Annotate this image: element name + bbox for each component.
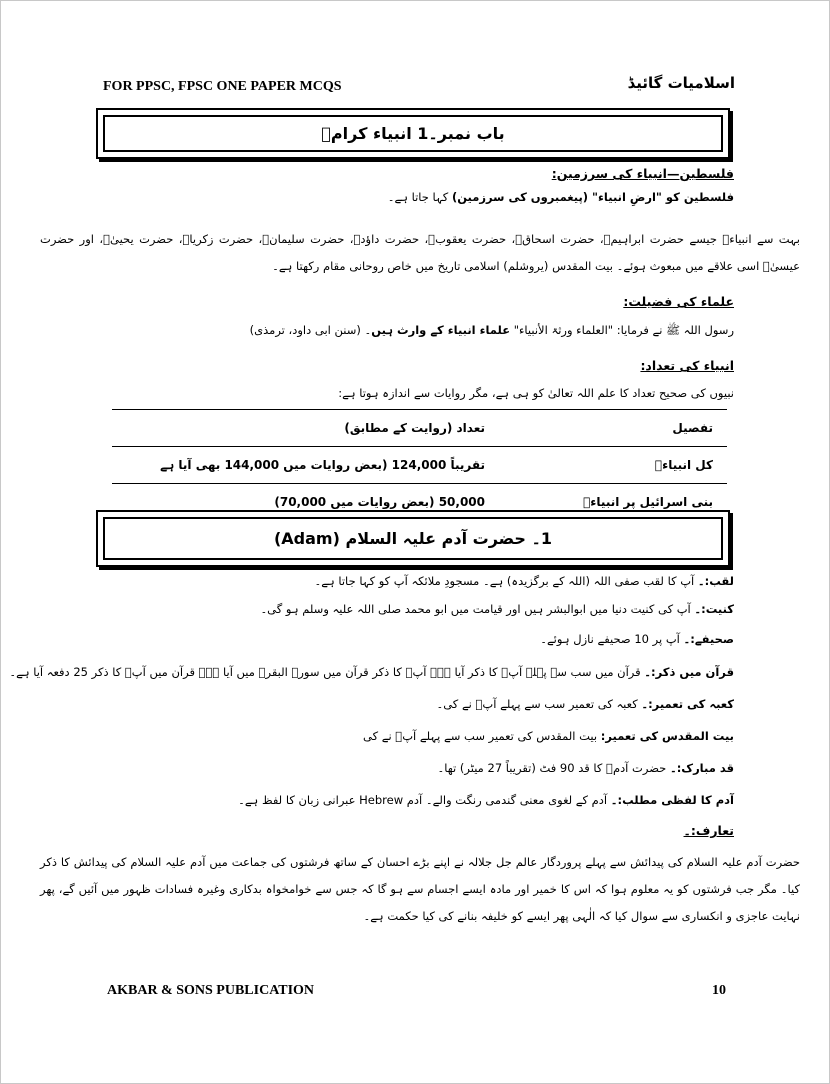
footer-publisher: AKBAR & SONS PUBLICATION	[107, 983, 315, 998]
fact-text: آدم کے لغوی معنی گندمی رنگت والے۔ آدم Hebrew عبرانی زبان کا لفظ ہے۔	[238, 793, 611, 807]
adam-title-box	[96, 510, 730, 567]
header-right: اسلامیات گائیڈ	[627, 74, 735, 92]
fact-text: آپ کی کنیت دنیا میں ابوالبشر ہیں اور قیامت میں ابو محمد صلی اللہ علیہ وسلم ہو گی۔	[260, 602, 695, 616]
hadith-line	[250, 323, 734, 340]
palestine-paragraph: بہت سے انبیاءؑ جیسے حضرت ابراہیمؑ، حضرت اسحاقؑ، حضرت یعقوبؑ، حضرت داؤدؑ، حضرت سلیمانؑ، حضرت زکریاؑ، حضرت یحییٰؑ، اور حضرت عیسیٰؑ اسی علاقے میں مبعوث ہوئے۔ بیت المقدس (یروشلم) اسلامی تاریخ میں خاص روحانی مقام رکھتا ہے۔	[40, 232, 800, 273]
fact-row	[540, 632, 734, 646]
fact-text: بیت المقدس کی تعمیر سب سے پہلے آپؑ نے کی	[363, 729, 601, 743]
fact-row	[238, 793, 734, 807]
table-header-row	[112, 410, 727, 447]
fact-row	[438, 761, 735, 775]
fact-row	[260, 602, 734, 616]
prophets-count-table	[112, 409, 727, 521]
table-cell-label: کل انبیاءؑ	[499, 447, 727, 484]
section-heading-scholars: علماء کی فضیلت:	[623, 294, 734, 309]
fact-text: قرآن میں سب سے پہلے آپؑ کا ذکر آیا ہے۔ آپؑ کا ذکر قرآن میں سورۃ البقرہ میں آیا ہے۔ قرآن میں آپؑ کا ذکر 25 دفعہ آیا ہے۔	[9, 665, 645, 679]
fact-label: صحیفے:۔	[683, 632, 734, 646]
section-heading-count: انبیاء کی تعداد:	[640, 358, 734, 373]
fact-text: حضرت آدمؑ کا قد 90 فٹ (تقریباً 27 میٹر) تھا۔	[437, 761, 670, 775]
page-number: 10	[712, 983, 726, 998]
fact-row	[9, 665, 734, 679]
palestine-line	[388, 190, 734, 204]
chapter-title: باب نمبر۔1 انبیاء کرامؑ	[103, 115, 723, 152]
fact-label: کعبہ کی تعمیر:۔	[641, 697, 734, 711]
hadith-line-bold: علماء انبیاء کے وارث ہیں	[371, 323, 511, 337]
fact-text: آپ کا لقب صفی اللہ (اللہ کے برگزیدہ) ہے۔ مسجودِ ملائکہ آپ کو کہا جاتا ہے۔	[314, 574, 698, 588]
fact-label: قرآن میں ذکر:۔	[644, 665, 734, 679]
chapter-title-box	[96, 108, 730, 159]
table-cell-value: 50,000 (بعض روایات میں 70,000)	[112, 484, 499, 521]
fact-text: کعبہ کی تعمیر سب سے پہلے آپؑ نے کی۔	[436, 697, 642, 711]
table-header-cell: تعداد (روایت کے مطابق)	[112, 410, 499, 447]
fact-row	[314, 574, 734, 588]
table-header-cell: تفصیل	[499, 410, 727, 447]
table-cell-label: بنی اسرائیل پر انبیاءؑ	[499, 484, 727, 521]
intro-heading: تعارف:۔	[683, 823, 734, 838]
count-intro: نبیوں کی صحیح تعداد کا علم اللہ تعالیٰ کو ہی ہے، مگر روایات سے اندازہ ہوتا ہے:	[338, 386, 734, 400]
hadith-line-post: ۔ (سنن ابی داود، ترمذی)	[249, 323, 372, 337]
fact-label: آدم کا لفظی مطلب:۔	[610, 793, 734, 807]
intro-paragraph: حضرت آدم علیہ السلام کی پیدائش سے پہلے پروردگار عالم جل جلالہ نے اپنے بڑے احسان کے ساتھ فرشتوں کی جماعت میں آدم علیہ السلام کی پیدائش کا ذکر کیا۔ مگر جب فرشتوں کو یہ معلوم ہوا کہ اس کا خمیر اور مادہ ایسے اجسام سے ہو گا کہ جس سے خوامخواہ بدکاری وغیرہ فسادات ظہور میں آئیں گے، پھر نہایت عاجزی و انکساری سے سوال کیا کہ الٰہی پھر ایسے کو خلیفہ بنانے کی کیا حکمت ہے۔	[40, 855, 800, 923]
palestine-line-bold: فلسطین کو "ارضِ انبیاء" (پیغمبروں کی سرزمین)	[451, 190, 734, 204]
section-heading-palestine: فلسطین—انبیاء کی سرزمین:	[551, 166, 734, 181]
fact-row	[363, 729, 734, 743]
header-left: FOR PPSC, FPSC ONE PAPER MCQS	[103, 79, 342, 94]
table-row	[112, 447, 727, 484]
hadith-line-pre: رسول اللہ ﷺ نے فرمایا: "العلماء ورثۃ الأنبیاء"	[510, 323, 734, 337]
fact-label: لقب:۔	[697, 574, 734, 588]
table-cell-value: تقریباً 124,000 (بعض روایات میں 144,000 بھی آیا ہے	[112, 447, 499, 484]
fact-text: آپ پر 10 صحیفے نازل ہوئے۔	[540, 632, 684, 646]
adam-title: 1۔ حضرت آدم علیہ السلام (Adam)	[103, 517, 723, 560]
fact-label: بیت المقدس کی تعمیر:	[600, 729, 734, 743]
fact-label: قد مبارک:۔	[669, 761, 734, 775]
palestine-line-rest: کہا جاتا ہے۔	[387, 190, 452, 204]
fact-label: کنیت:۔	[694, 602, 734, 616]
fact-row	[436, 697, 734, 711]
